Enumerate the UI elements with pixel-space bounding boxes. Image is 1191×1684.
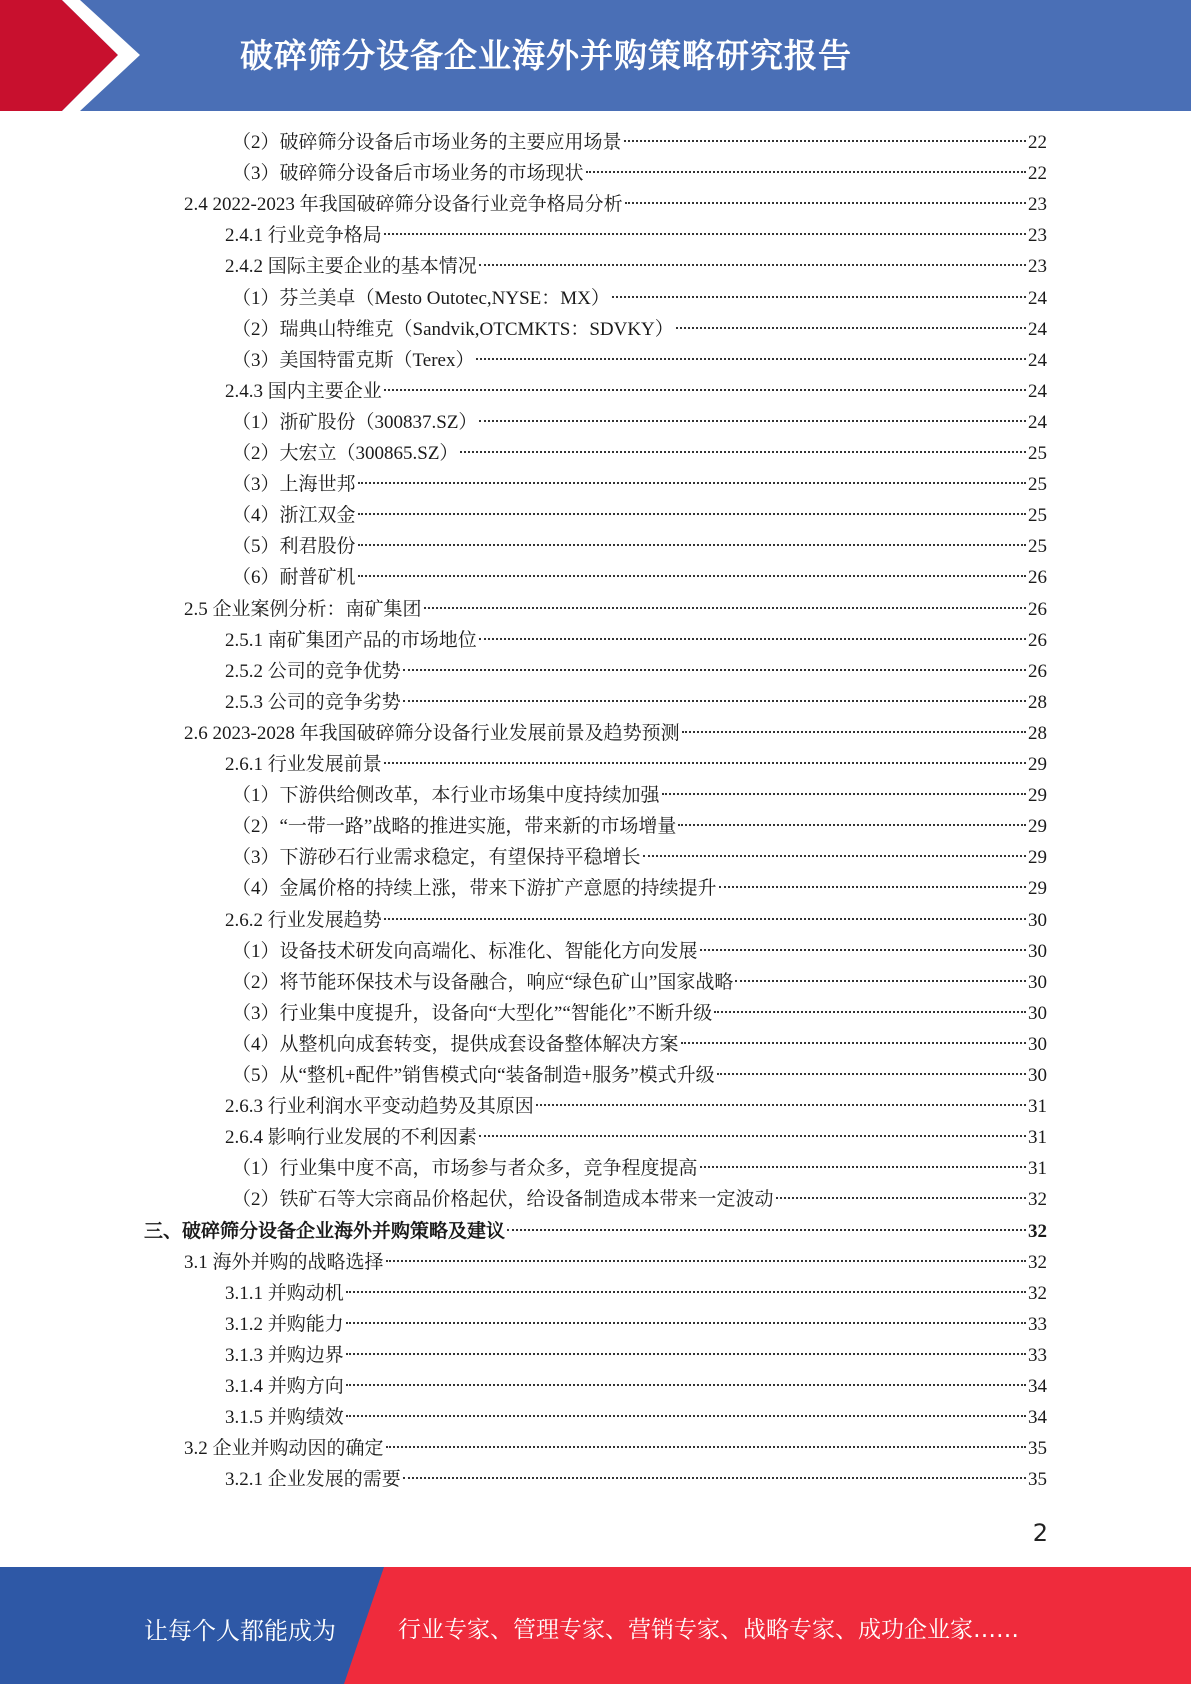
toc-entry-page: 34 [1028, 1376, 1047, 1397]
toc-entry[interactable] [225, 220, 1047, 251]
report-footer [0, 1567, 1191, 1684]
toc-leader-dots [358, 482, 1026, 484]
toc-entry-label: （1）行业集中度不高，市场参与者众多，竞争程度提高 [232, 1158, 698, 1180]
toc-entry-label: 3.2.1 企业发展的需要 [225, 1469, 401, 1491]
toc-entry[interactable] [225, 1464, 1047, 1495]
toc-leader-dots [479, 638, 1026, 640]
toc-entry-label: 2.4 2022-2023 年我国破碎筛分设备行业竞争格局分析 [184, 194, 623, 216]
toc-entry-label: 2.5 企业案例分析：南矿集团 [184, 598, 422, 620]
toc-leader-dots [403, 700, 1026, 702]
toc-leader-dots [346, 1353, 1026, 1355]
toc-entry-page: 30 [1028, 909, 1047, 931]
toc-leader-dots [384, 918, 1026, 920]
toc-entry[interactable] [232, 1060, 1047, 1091]
toc-leader-dots [625, 202, 1026, 204]
toc-entry-label: （1）浙矿股份（300837.SZ） [232, 411, 478, 433]
toc-entry-label: （3）美国特雷克斯（Terex） [232, 349, 475, 371]
toc-leader-dots [384, 233, 1026, 235]
toc-entry-page: 26 [1028, 660, 1047, 682]
toc-entry-label: （1）芬兰美卓（Mesto Outotec,NYSE：MX） [232, 287, 610, 309]
toc-entry-page: 29 [1028, 785, 1047, 807]
toc-leader-dots [346, 1415, 1026, 1417]
toc-entry[interactable] [232, 1153, 1047, 1184]
toc-entry-label: 3.1.4 并购方向 [225, 1376, 344, 1397]
toc-entry-page: 30 [1028, 1065, 1047, 1086]
toc-entry-page: 30 [1028, 1002, 1047, 1024]
toc-leader-dots [700, 1166, 1026, 1168]
toc-leader-dots [719, 886, 1026, 888]
toc-entry-page: 33 [1028, 1344, 1047, 1366]
toc-entry[interactable] [225, 749, 1047, 780]
toc-entry[interactable] [225, 1340, 1047, 1371]
toc-entry-page: 35 [1028, 1438, 1047, 1460]
toc-leader-dots [735, 980, 1026, 982]
toc-entry-page: 25 [1028, 474, 1047, 496]
toc-entry-page: 29 [1028, 754, 1047, 775]
toc-entry[interactable] [225, 1371, 1047, 1402]
toc-entry-label: 2.5.1 南矿集团产品的市场地位 [225, 629, 477, 651]
toc-entry-page: 28 [1028, 722, 1047, 744]
toc-entry[interactable] [232, 842, 1047, 873]
toc-entry[interactable] [184, 189, 1047, 220]
toc-entry-page: 25 [1028, 536, 1047, 558]
toc-entry[interactable] [225, 625, 1047, 656]
toc-leader-dots [346, 1322, 1026, 1324]
toc-entry-page: 30 [1028, 1033, 1047, 1055]
toc-leader-dots [643, 855, 1026, 857]
toc-entry-label: 2.5.2 公司的竞争优势 [225, 660, 401, 682]
toc-entry-label: （3）下游砂石行业需求稳定，有望保持平稳增长 [232, 847, 641, 869]
toc-entry[interactable] [232, 780, 1047, 811]
toc-entry-label: （2）将节能环保技术与设备融合，响应“绿色矿山”国家战略 [232, 971, 734, 993]
toc-entry-page: 25 [1028, 505, 1047, 527]
toc-entry-label: （2）破碎筛分设备后市场业务的主要应用场景 [232, 132, 622, 153]
toc-entry[interactable] [232, 1184, 1047, 1215]
toc-entry-page: 34 [1028, 1407, 1047, 1429]
toc-entry-page: 30 [1028, 971, 1047, 993]
toc-entry-page: 31 [1028, 1127, 1047, 1149]
toc-entry-label: （2）铁矿石等大宗商品价格起伏，给设备制造成本带来一定波动 [232, 1189, 774, 1211]
toc-leader-dots [403, 669, 1026, 671]
toc-leader-dots [346, 1291, 1026, 1293]
toc-entry-label: （2）瑞典山特维克（Sandvik,OTCMKTS：SDVKY） [232, 318, 674, 340]
toc-entry-label: 2.4.1 行业竞争格局 [225, 225, 382, 247]
toc-entry[interactable] [184, 1247, 1047, 1278]
toc-entry[interactable] [232, 407, 1047, 438]
toc-entry-page: 24 [1028, 318, 1047, 340]
toc-entry-page: 26 [1028, 629, 1047, 651]
toc-entry[interactable] [232, 438, 1047, 469]
toc-leader-dots [717, 1073, 1026, 1075]
page-number: 2 [1032, 1519, 1048, 1547]
toc-leader-dots [424, 607, 1026, 609]
toc-entry-label: （2）“一带一路”战略的推进实施，带来新的市场增量 [232, 816, 677, 838]
toc-entry[interactable] [232, 158, 1047, 189]
toc-entry[interactable] [225, 1309, 1047, 1340]
toc-entry-page: 23 [1028, 225, 1047, 247]
toc-leader-dots [682, 731, 1026, 733]
toc-leader-dots [384, 762, 1026, 764]
toc-entry-label: 3.1.2 并购能力 [225, 1313, 344, 1335]
toc-entry-page: 25 [1028, 443, 1047, 464]
toc-entry-page: 26 [1028, 598, 1047, 620]
footer-slogan-right: 行业专家、管理专家、营销专家、战略专家、成功企业家…… [398, 1617, 1019, 1643]
toc-entry[interactable] [144, 1216, 1047, 1247]
toc-entry-page: 23 [1028, 194, 1047, 216]
toc-entry-page: 23 [1028, 256, 1047, 278]
toc-entry-label: （6）耐普矿机 [232, 567, 356, 589]
toc-entry-page: 28 [1028, 691, 1047, 713]
toc-entry-label: （4）从整机向成套转变，提供成套设备整体解决方案 [232, 1033, 679, 1055]
toc-entry-label: （3）行业集中度提升，设备向“大型化”“智能化”不断升级 [232, 1002, 713, 1024]
toc-entry[interactable] [225, 1402, 1047, 1433]
toc-leader-dots [714, 1011, 1026, 1013]
toc-leader-dots [479, 264, 1026, 266]
toc-entry-page: 31 [1028, 1158, 1047, 1180]
toc-leader-dots [346, 1384, 1026, 1386]
report-title: 破碎筛分设备企业海外并购策略研究报告 [240, 36, 852, 75]
toc-entry[interactable] [232, 314, 1047, 345]
toc-entry[interactable] [225, 1122, 1047, 1153]
toc-entry[interactable] [225, 1278, 1047, 1309]
toc-leader-dots [479, 420, 1026, 422]
toc-entry-label: （3）破碎筛分设备后市场业务的市场现状 [232, 163, 584, 185]
toc-entry[interactable] [232, 998, 1047, 1029]
toc-leader-dots [612, 296, 1026, 298]
toc-leader-dots [358, 575, 1026, 577]
toc-leader-dots [776, 1197, 1026, 1199]
toc-entry-label: 三、破碎筛分设备企业海外并购策略及建议 [144, 1220, 506, 1242]
toc-entry-label: 3.2 企业并购动因的确定 [184, 1438, 384, 1460]
report-header [0, 0, 1191, 111]
toc-entry[interactable] [232, 811, 1047, 842]
toc-entry-label: 2.6.2 行业发展趋势 [225, 909, 382, 931]
toc-entry[interactable] [225, 376, 1047, 407]
toc-entry[interactable] [184, 1433, 1047, 1464]
toc-entry-page: 24 [1028, 380, 1047, 402]
toc-entry[interactable] [232, 562, 1047, 593]
toc-leader-dots [662, 793, 1026, 795]
toc-leader-dots [476, 358, 1026, 360]
toc-entry[interactable] [232, 345, 1047, 376]
toc-entry[interactable] [232, 127, 1047, 158]
toc-entry-label: 2.6.1 行业发展前景 [225, 754, 382, 775]
header-arrow-graphic [0, 0, 160, 111]
toc-entry[interactable] [232, 469, 1047, 500]
toc-leader-dots [358, 544, 1026, 546]
toc-leader-dots [536, 1104, 1026, 1106]
toc-leader-dots [624, 140, 1026, 142]
toc-entry-label: 2.6 2023-2028 年我国破碎筛分设备行业发展前景及趋势预测 [184, 722, 680, 744]
toc-entry-label: （3）上海世邦 [232, 474, 356, 496]
toc-leader-dots [676, 327, 1026, 329]
toc-entry-page: 32 [1028, 1220, 1047, 1242]
toc-entry-label: 2.6.4 影响行业发展的不利因素 [225, 1127, 477, 1149]
toc-entry-page: 29 [1028, 847, 1047, 869]
toc-entry-page: 26 [1028, 567, 1047, 589]
toc-entry[interactable] [225, 1091, 1047, 1122]
toc-entry-label: （5）利君股份 [232, 536, 356, 558]
toc-entry-label: （4）金属价格的持续上涨，带来下游扩产意愿的持续提升 [232, 878, 717, 900]
toc-entry[interactable] [232, 936, 1047, 967]
toc-entry[interactable] [232, 283, 1047, 314]
toc-entry[interactable] [225, 687, 1047, 718]
toc-entry[interactable] [232, 531, 1047, 562]
toc-leader-dots [358, 513, 1026, 515]
toc-leader-dots [386, 1260, 1026, 1262]
toc-entry-label: （1）下游供给侧改革，本行业市场集中度持续加强 [232, 785, 660, 807]
toc-entry-label: 3.1.5 并购绩效 [225, 1407, 344, 1429]
toc-entry-label: （2）大宏立（300865.SZ） [232, 443, 459, 464]
toc-entry[interactable] [184, 594, 1047, 625]
toc-entry[interactable] [232, 967, 1047, 998]
toc-entry-page: 32 [1028, 1189, 1047, 1211]
toc-entry-page: 22 [1028, 132, 1047, 153]
footer-slogan-left: 让每个人都能成为 [144, 1617, 336, 1645]
toc-entry-label: （4）浙江双金 [232, 505, 356, 527]
toc-entry[interactable] [225, 251, 1047, 282]
toc-leader-dots [700, 949, 1026, 951]
toc-entry-label: （1）设备技术研发向高端化、标准化、智能化方向发展 [232, 940, 698, 962]
toc-entry[interactable] [184, 718, 1047, 749]
toc-entry-page: 30 [1028, 940, 1047, 962]
toc-entry-label: 3.1.3 并购边界 [225, 1344, 344, 1366]
toc-leader-dots [479, 1135, 1026, 1137]
toc-entry-page: 31 [1028, 1096, 1047, 1118]
toc-leader-dots [403, 1477, 1026, 1479]
toc-entry[interactable] [232, 873, 1047, 904]
toc-entry[interactable] [232, 1029, 1047, 1060]
toc-leader-dots [681, 1042, 1026, 1044]
toc-entry-label: 2.4.2 国际主要企业的基本情况 [225, 256, 477, 278]
toc-entry[interactable] [225, 905, 1047, 936]
toc-entry-label: 2.5.3 公司的竞争劣势 [225, 691, 401, 713]
toc-entry-page: 32 [1028, 1282, 1047, 1304]
toc-entry-label: 3.1 海外并购的战略选择 [184, 1251, 384, 1273]
toc-entry[interactable] [225, 656, 1047, 687]
toc-leader-dots [384, 389, 1026, 391]
toc-leader-dots [586, 171, 1026, 173]
toc-entry-label: 2.6.3 行业利润水平变动趋势及其原因 [225, 1096, 534, 1118]
toc-entry-page: 24 [1028, 349, 1047, 371]
toc-entry-label: 2.4.3 国内主要企业 [225, 380, 382, 402]
toc-leader-dots [386, 1446, 1026, 1448]
toc-entry-page: 29 [1028, 878, 1047, 900]
toc-entry-page: 33 [1028, 1313, 1047, 1335]
toc-leader-dots [507, 1229, 1026, 1231]
toc-entry-page: 32 [1028, 1251, 1047, 1273]
toc-entry-page: 24 [1028, 411, 1047, 433]
toc-entry-page: 29 [1028, 816, 1047, 838]
toc-entry-label: （5）从“整机+配件”销售模式向“装备制造+服务”模式升级 [232, 1065, 715, 1086]
toc-entry-page: 35 [1028, 1469, 1047, 1491]
toc-entry[interactable] [232, 500, 1047, 531]
toc-entry-label: 3.1.1 并购动机 [225, 1282, 344, 1304]
toc-leader-dots [460, 451, 1026, 453]
toc-entry-page: 22 [1028, 163, 1047, 185]
toc-entry-page: 24 [1028, 287, 1047, 309]
toc-leader-dots [678, 824, 1026, 826]
